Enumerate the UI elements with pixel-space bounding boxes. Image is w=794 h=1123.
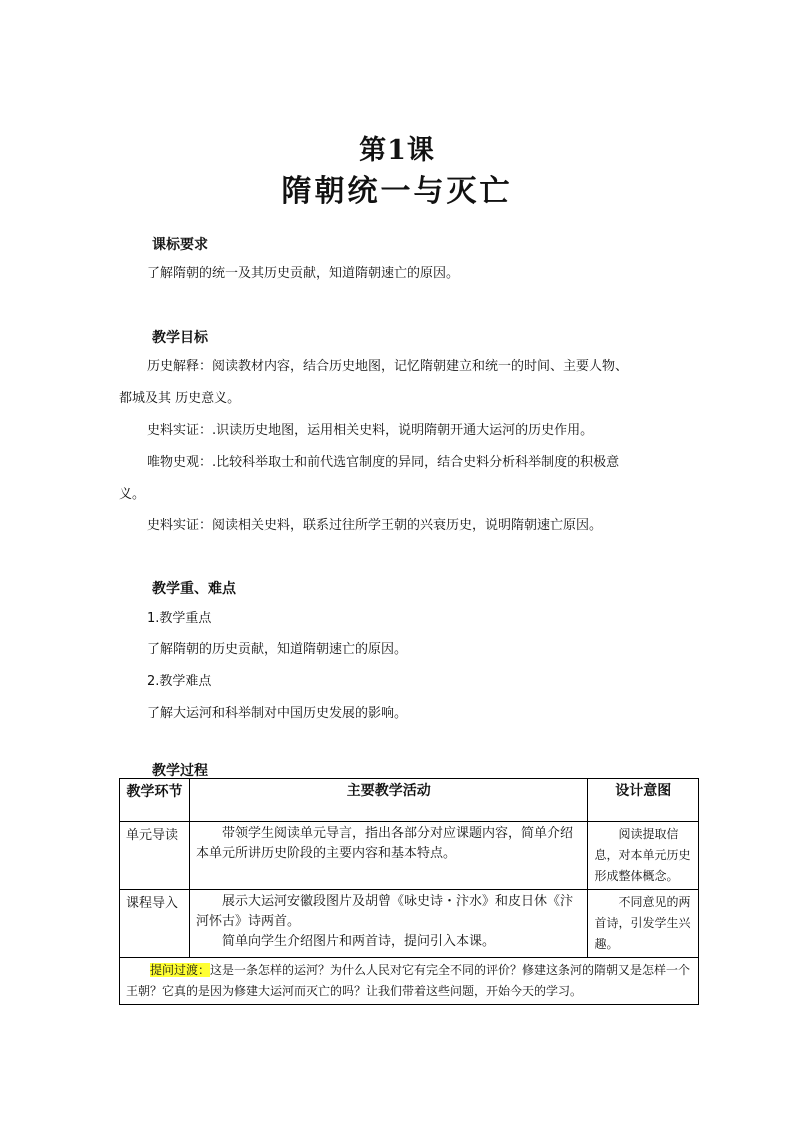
objective-3-cont: 义。: [119, 487, 146, 502]
key-point-label: 1.教学重点: [147, 611, 212, 626]
activity-cell: [189, 822, 588, 890]
table-header-row: [120, 779, 699, 822]
focus-heading: 教学重、难点: [152, 581, 236, 597]
objective-1: 历史解释：阅读教材内容，结合历史地图，记忆隋朝建立和统一的时间、主要人物、: [147, 359, 629, 374]
table-row: [120, 890, 699, 958]
stage-cell: 课程导入: [120, 890, 190, 958]
transition-text: 这是一条怎样的运河？为什么人民对它有完全不同的评价？修建这条河的隋朝又是怎样一个王朝？它真的是因为修建大运河而灭亡的吗？让我们带着这些问题，开始今天的学习。: [126, 963, 691, 998]
activity-text: 带领学生阅读单元导言，指出各部分对应课题内容，简单介绍本单元所讲历史阶段的主要内容和基本特点。: [195, 826, 573, 861]
column-header-intent: 设计意图: [588, 779, 699, 822]
objective-3: 唯物史观：.比较科举取士和前代选官制度的异同，结合史料分析科举制度的积极意: [147, 455, 620, 470]
activity-text: 简单向学生介绍图片和两首诗，提问引入本课。: [221, 934, 495, 949]
difficult-point-label: 2.教学难点: [147, 674, 212, 689]
teaching-process-table: [119, 778, 699, 1005]
objective-2: 史料实证：.识读历史地图，运用相关史料，说明隋朝开通大运河的历史作用。: [147, 423, 594, 438]
transition-label: 提问过渡：: [150, 963, 211, 977]
lesson-title: 隋朝统一与灭亡: [281, 174, 513, 209]
activity-text: 展示大运河安徽段图片及胡曾《咏史诗・汴水》和皮日休《汴河怀古》诗两首。: [195, 894, 573, 929]
table-row: [120, 822, 699, 890]
stage-cell: 单元导读: [120, 822, 190, 890]
transition-row: [120, 958, 699, 1005]
difficult-point-text: 了解大运河和科举制对中国历史发展的影响。: [147, 706, 408, 721]
intent-cell: 不同意见的两首诗，引发学生兴趣。: [588, 890, 699, 958]
lesson-number: 第1课: [359, 135, 435, 166]
key-point-text: 了解隋朝的历史贡献，知道隋朝速亡的原因。: [147, 642, 408, 657]
objective-4: 史料实证：阅读相关史料，联系过往所学王朝的兴衰历史，说明隋朝速亡原因。: [147, 518, 603, 533]
standards-heading: 课标要求: [152, 237, 208, 253]
objective-1-cont: 都城及其 历史意义。: [119, 391, 241, 406]
column-header-activity: 主要教学活动: [189, 779, 588, 822]
column-header-stage: 教学环节: [120, 779, 190, 822]
process-heading: 教学过程: [152, 763, 208, 779]
activity-cell: [189, 890, 588, 958]
intent-cell: 阅读提取信息，对本单元历史形成整体概念。: [588, 822, 699, 890]
objectives-heading: 教学目标: [152, 330, 208, 346]
transition-cell: [120, 958, 699, 1005]
standards-text: 了解隋朝的统一及其历史贡献，知道隋朝速亡的原因。: [147, 266, 460, 281]
